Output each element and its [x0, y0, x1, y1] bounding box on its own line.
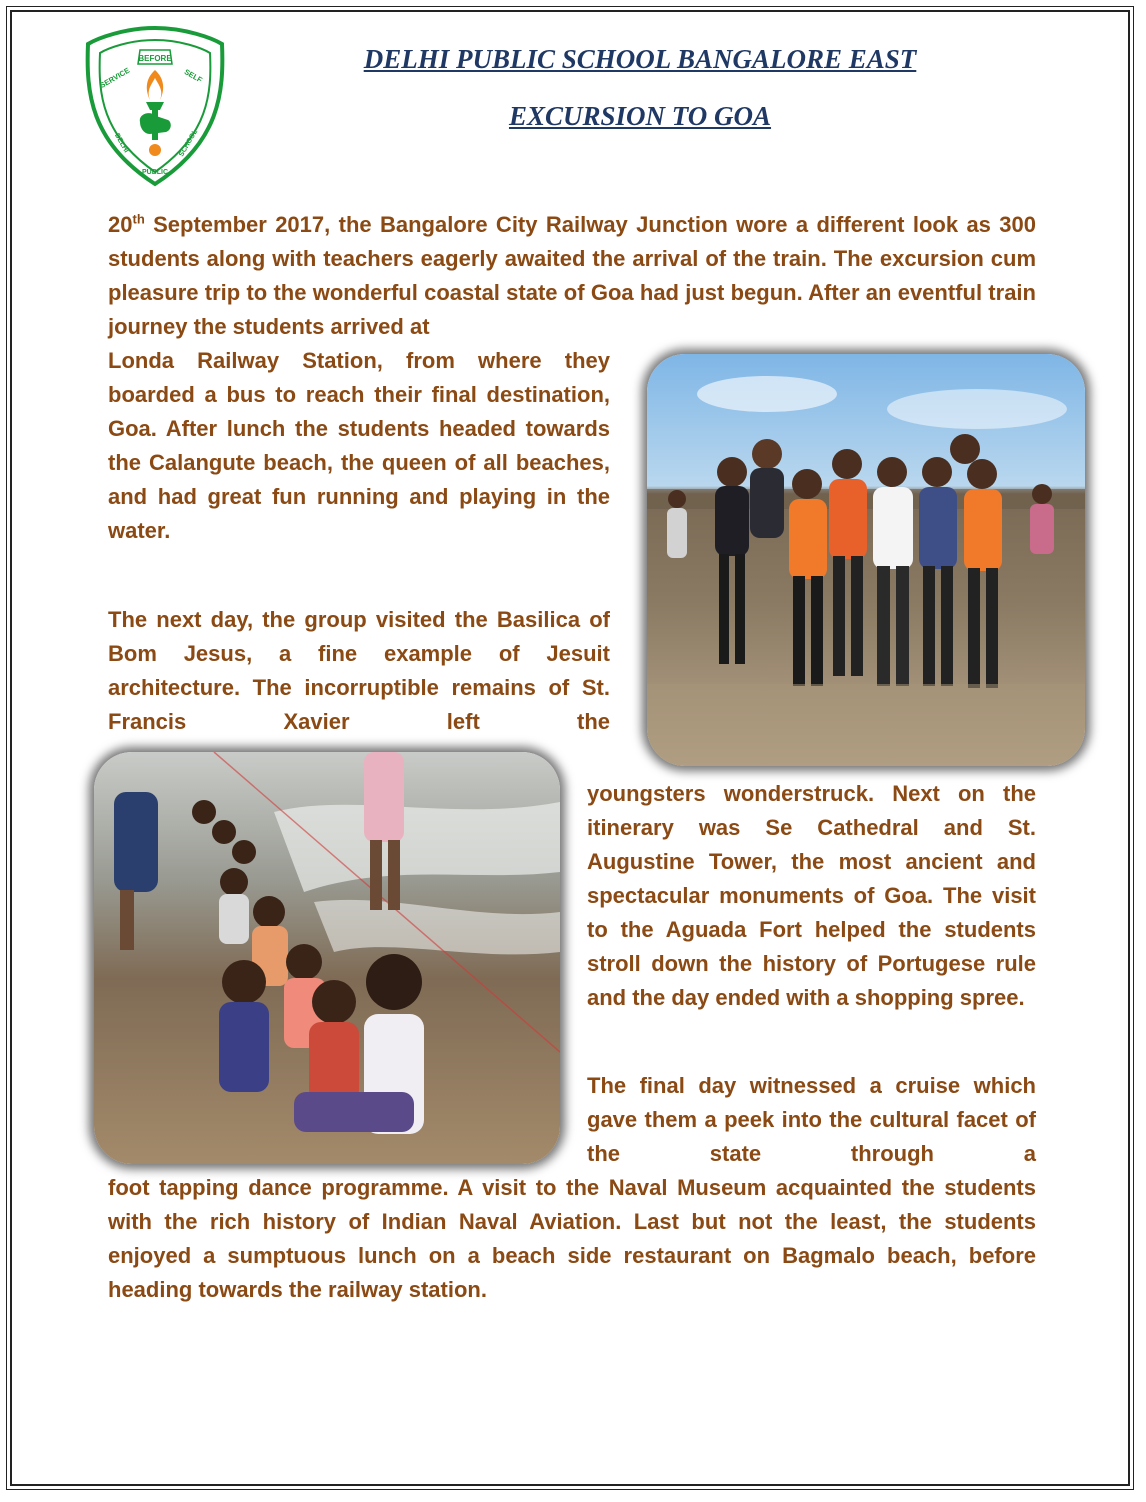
logo-text-service: SERVICE — [98, 65, 132, 90]
school-logo — [80, 22, 230, 190]
logo-text-delhi: DELHI — [113, 132, 130, 155]
date-day: 20 — [108, 212, 133, 237]
paragraph-1-text: September 2017, the Bangalore City Railway Junction wore a different look as 300 students along with teachers eagerly awaited the arrival of the train. The excursion cum pleasure trip to the wonderful coastal state of Goa had just begun. After an eventful train journey the students arrived at — [108, 212, 1036, 339]
logo-text-public: PUBLIC — [141, 169, 169, 176]
group-photo-beach — [647, 354, 1085, 766]
students-sitting-shore-photo — [94, 752, 560, 1164]
excursion-title: EXCURSION TO GOA — [508, 101, 772, 131]
paragraph-2-top: The next day, the group visited the Basilica of Bom Jesus, a fine example of Jesuit architecture. The incorruptible remains of St. Francis Xavier left the — [108, 607, 610, 734]
paragraph-2-bottom: youngsters wonderstruck. Next on the itinerary was Se Cathedral and St. Augustine Tower, the most ancient and spectacular monuments of Goa. The visit to the Aguada Fort helped the students stroll down the history of Portugese rule and the day ended with a shopping spree. — [587, 781, 1036, 1010]
paragraph-3-continued: foot tapping dance programme. A visit to the Naval Museum acquainted the students with the rich history of Indian Naval Aviation. Last but not the least, the students enjoyed a sumptuous lunch on a beach side restaurant on Bagmalo beach, before heading towards the railway station. — [108, 1175, 1036, 1302]
logo-text-before: BEFORE — [138, 54, 172, 63]
date-suffix: th — [132, 211, 145, 227]
logo-text-school: SCHOOL — [178, 128, 200, 158]
paragraph-1-lead — [108, 208, 1036, 344]
paragraph-1-continued: Londa Railway Station, from where they boarded a bus to reach their final destination, Goa. After lunch the students headed towards the Calangute beach, the queen of all beaches, and had great fun running and playing in the water. — [108, 348, 610, 543]
logo-text-self: SELF — [182, 67, 204, 85]
school-name-title: DELHI PUBLIC SCHOOL BANGALORE EAST — [363, 44, 917, 74]
paragraph-3-top: The final day witnessed a cruise which gave them a peek into the cultural facet of the state through a — [587, 1073, 1036, 1166]
